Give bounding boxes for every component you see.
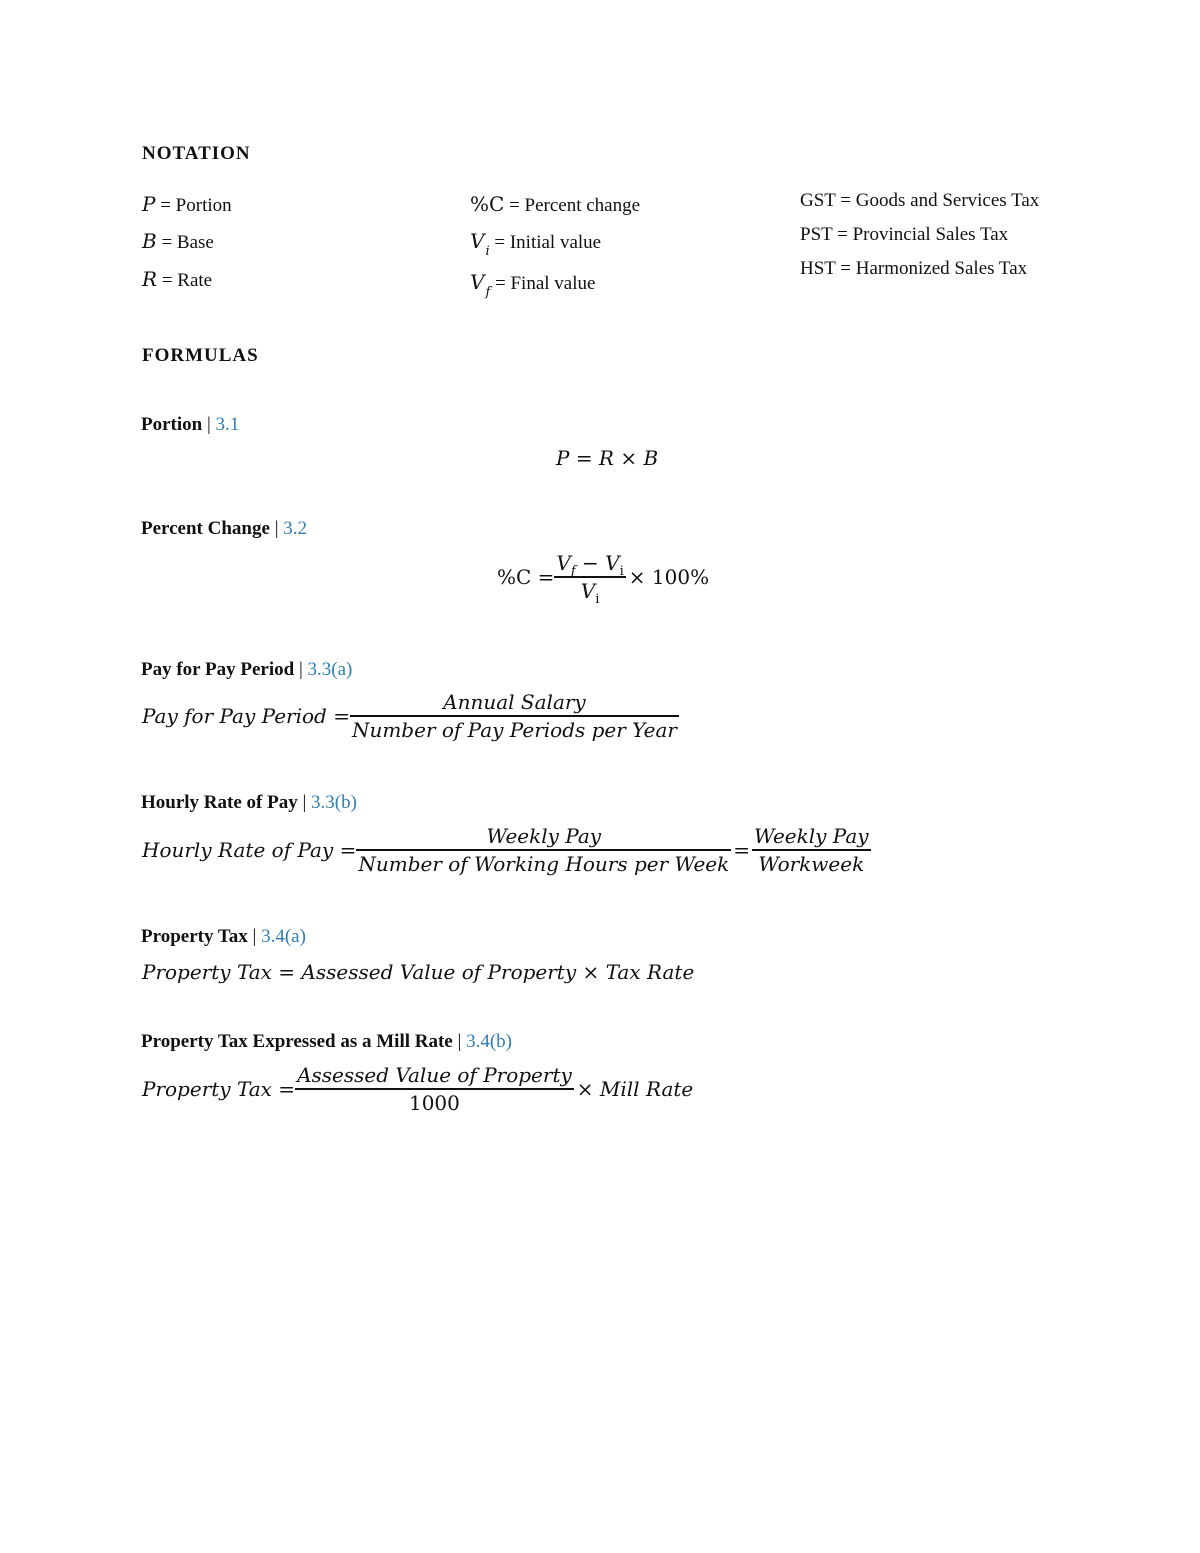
fraction-denominator: Number of Pay Periods per Year (351, 718, 677, 742)
notation-desc: = Rate (161, 270, 213, 291)
notation-symbol: B (142, 229, 157, 253)
notation-desc: = Percent change (509, 195, 641, 216)
formula-ref-link[interactable]: 3.4(a) (261, 926, 306, 947)
formula-fraction (295, 1063, 574, 1115)
formula-fraction (356, 824, 731, 876)
notation-percent-change (470, 192, 640, 217)
formula-ref-link[interactable]: 3.2 (283, 518, 307, 539)
formula-fraction (350, 690, 679, 742)
formula-rhs: × 100% (628, 565, 710, 589)
formula-lhs: %C = (497, 565, 555, 589)
fraction-numerator: Weekly Pay (752, 824, 871, 851)
notation-desc: = Portion (160, 195, 232, 216)
formula-lhs: Pay for Pay Period = (142, 704, 350, 728)
formula-separator: | (202, 414, 216, 435)
formula-ref-link[interactable]: 3.3(a) (307, 659, 353, 680)
fraction-denominator: Number of Working Hours per Week (358, 852, 730, 876)
notation-portion (142, 192, 232, 217)
formula-lhs: Property Tax = (142, 1077, 296, 1101)
formula-ref-link[interactable]: 3.3(b) (311, 792, 357, 813)
notation-desc: = Final value (495, 273, 596, 294)
portion-formula: P = R × B (556, 446, 659, 470)
formula-title: Property Tax (141, 926, 248, 947)
formula-separator: | (297, 792, 312, 813)
hourly-rate-heading (141, 792, 357, 814)
fraction-numerator: Annual Salary (350, 690, 679, 717)
formula-title: Hourly Rate of Pay (141, 792, 298, 813)
notation-heading: NOTATION (142, 143, 251, 164)
mill-rate-heading (141, 1031, 512, 1053)
fraction-denominator: Workweek (758, 852, 865, 876)
hourly-rate-formula (142, 824, 871, 876)
fraction-denominator: $V_i$ (580, 579, 600, 607)
notation-subscript: i (485, 244, 490, 259)
portion-heading (141, 414, 239, 436)
formula-title: Portion (141, 414, 203, 435)
notation-desc: = Base (161, 232, 214, 253)
notation-base (142, 229, 214, 254)
formula-separator: | (452, 1031, 467, 1052)
formula-separator: | (269, 518, 284, 539)
notation-symbol: V (470, 229, 485, 253)
fraction-numerator: Assessed Value of Property (295, 1063, 574, 1090)
fraction-denominator: 1000 (408, 1091, 460, 1115)
notation-hst: HST = Harmonized Sales Tax (800, 258, 1028, 279)
pay-period-heading (141, 659, 352, 681)
notation-rate (142, 267, 212, 292)
notation-pst: PST = Provincial Sales Tax (800, 224, 1009, 245)
formula-title: Property Tax Expressed as a Mill Rate (141, 1031, 453, 1052)
property-tax-formula: Property Tax = Assessed Value of Property × Tax Rate (142, 960, 695, 984)
formula-fraction (554, 551, 625, 607)
notation-desc: = Initial value (494, 232, 602, 253)
formula-ref-link[interactable]: 3.1 (215, 414, 240, 435)
fraction-numerator: $V_f - V_i$ (556, 551, 624, 579)
percent-change-formula (497, 551, 710, 607)
notation-subscript: f (485, 285, 491, 300)
formula-rhs: × Mill Rate (576, 1077, 694, 1101)
formula-fraction (752, 824, 871, 876)
formula-ref-link[interactable]: 3.4(b) (466, 1031, 512, 1052)
formula-equals: = (733, 838, 751, 862)
property-tax-heading (141, 926, 306, 948)
mill-rate-formula (142, 1063, 693, 1115)
formula-title: Percent Change (141, 518, 270, 539)
formula-separator: | (247, 926, 262, 947)
formula-lhs: Hourly Rate of Pay = (142, 838, 357, 862)
formulas-heading: FORMULAS (142, 345, 259, 366)
notation-symbol: R (142, 267, 158, 291)
notation-gst: GST = Goods and Services Tax (800, 190, 1040, 211)
formula-separator: | (294, 659, 308, 680)
pay-period-formula (142, 690, 679, 742)
percent-change-heading (141, 518, 307, 540)
notation-initial-value (470, 229, 602, 259)
fraction-numerator: Weekly Pay (356, 824, 731, 851)
formula-title: Pay for Pay Period (141, 659, 295, 680)
notation-final-value (470, 270, 596, 300)
notation-symbol: %C (470, 192, 505, 216)
notation-symbol: P (142, 192, 156, 216)
notation-symbol: V (470, 270, 485, 294)
